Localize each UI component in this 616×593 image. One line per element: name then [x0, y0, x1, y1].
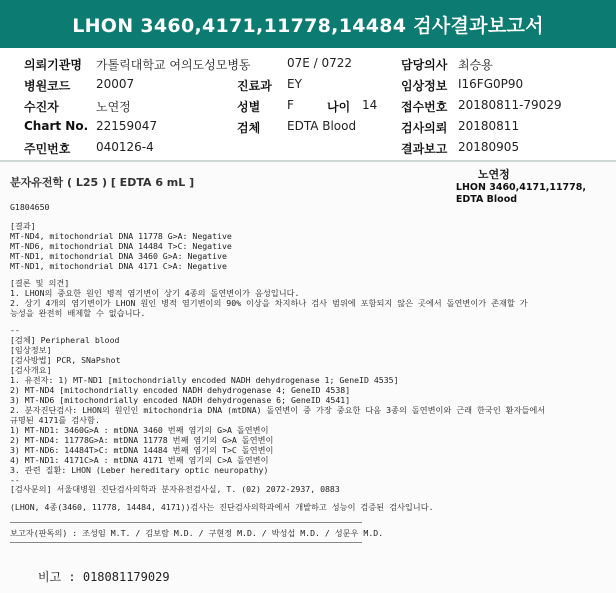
divider [10, 542, 362, 543]
patient-specimen: EDTA Blood [455, 194, 518, 205]
opinion-line: 1. LHON의 중요한 원인 병적 염기변이 상기 4종의 돌연변이가 음성입니다. [10, 288, 300, 298]
info-label: 담당의사 [401, 58, 448, 72]
report-title: LHON 3460,4171,11778,14484 검사결과보고서 [72, 14, 544, 37]
result-line: MT-ND1, mitochondrial DNA 4171 C>A: Negative [10, 261, 227, 271]
summary-line: 2. 분자진단검사: LHON의 원인인 mitochondria DNA (mtDNA) 돌연변이 중 가장 중요한 다음 3종의 돌연변이와 근래 한국인 환자들에서 [10, 405, 546, 415]
info-value: 노연정 [96, 100, 131, 114]
result-line: MT-ND1, mitochondrial DNA 3460 G>A: Negative [10, 251, 227, 261]
info-value: 20180811 [458, 119, 520, 133]
summary-line: 3) MT-ND6: 14484T>C: mtDNA 14484 번째 염기의 T>C 돌연변이 [10, 445, 274, 455]
info-value: EDTA Blood [287, 119, 357, 133]
info-label: 검체 [237, 121, 261, 135]
opinion-line: 2. 상기 4개의 염기변이가 LHON 원인 병적 염기변이의 90% 이상을 차지하나 검사 범위에 포함되지 않은 곳에서 돌연변이가 존재할 가 [10, 298, 528, 308]
age-value: 14 [362, 98, 378, 112]
result-line: MT-ND4, mitochondrial DNA 11778 G>A: Negative [10, 231, 232, 241]
info-row [0, 56, 616, 76]
lhon-note: (LHON, 4종(3460, 11778, 14484, 4171))검사는 진단검사의학과에서 개발하고 성능이 검증된 검사입니다. [10, 502, 434, 512]
age-label: 나이 [327, 100, 351, 114]
info-row [0, 77, 616, 97]
inquiry-line: [검사문의] 서울대병원 진단검사의학과 분자유전검사실, T. (02) 2072-2937, 0883 [10, 484, 340, 494]
info-label: 검사의뢰 [401, 121, 448, 135]
info-value: 22159047 [96, 119, 158, 133]
clinical-header: [임상정보] [10, 345, 52, 355]
note-line: 비고 : 018081179029 [38, 570, 170, 584]
info-value: I16FG0P90 [458, 77, 524, 91]
summary-line: 규명된 4171를 검사함. [10, 415, 100, 425]
section-title: 분자유전학 ( L25 ) [ EDTA 6 mL ] [10, 176, 195, 189]
info-label: 의뢰기관명 [24, 58, 82, 72]
info-label: 수진자 [24, 100, 59, 114]
results-header: [결과] [10, 221, 36, 231]
info-value: EY [287, 77, 302, 91]
info-row [0, 140, 616, 160]
divider [10, 522, 362, 523]
dash-separator: -- [10, 325, 20, 335]
info-value: 20007 [96, 77, 135, 91]
patient-stamp [456, 166, 586, 206]
info-value: 20180811-79029 [458, 98, 562, 112]
summary-line: 2) MT-ND4: 11778G>A: mtDNA 11778 번째 염기의 G>A 돌연변이 [10, 435, 274, 445]
opinion-header: [결론 및 의견] [10, 278, 70, 288]
result-line: MT-ND6, mitochondrial DNA 14484 T>C: Negative [10, 241, 232, 251]
info-row [0, 119, 616, 139]
info-label: 주민번호 [24, 142, 71, 156]
info-value: 07E / 0722 [287, 56, 353, 70]
info-value: 040126-4 [96, 140, 154, 154]
summary-header: [검사개요] [10, 365, 52, 375]
info-label: 접수번호 [401, 100, 448, 114]
summary-line: 1) MT-ND1: 3460G>A : mtDNA 3460 번째 염기의 G>A 돌연변이 [10, 425, 269, 435]
patient-name: 노연정 [477, 168, 510, 181]
dash-separator: -- [10, 475, 20, 485]
opinion-line: 능성을 완전히 배제할 수 없습니다. [10, 308, 146, 318]
info-value: F [287, 98, 294, 112]
info-label: Chart No. [24, 119, 89, 133]
info-label: 임상정보 [401, 79, 448, 93]
reporters-line: 보고자(판독의) : 조성임 M.T. / 김보람 M.D. / 구현정 M.D. / 박성섭 M.D. / 성문우 M.D. [10, 528, 384, 538]
report-scan [0, 162, 616, 593]
info-value: 가톨릭대학교 여의도성모병동 [96, 58, 251, 72]
summary-line: 3. 관련 질환: LHON (Leber hereditary optic neuropathy) [10, 465, 269, 475]
method-line: [검사방법] PCR, SNaPshot [10, 355, 121, 365]
summary-line: 4) MT-ND1: 4171C>A : mtDNA 4171 번째 염기의 C>A 돌연변이 [10, 455, 269, 465]
specimen-code: G1804650 [10, 202, 50, 212]
patient-info-table [0, 48, 616, 162]
info-value: 20180905 [458, 140, 520, 154]
info-label: 결과보고 [401, 142, 448, 156]
patient-test: LHON 3460,4171,11778, [455, 182, 586, 193]
info-value: 최승용 [458, 58, 493, 72]
info-label: 성별 [237, 100, 261, 114]
info-label: 진료과 [237, 79, 272, 93]
report-title-bar [0, 0, 616, 48]
specimen-line: [검체] Peripheral blood [10, 335, 120, 345]
info-label: 병원코드 [24, 79, 71, 93]
summary-line: 1. 유전자: 1) MT-ND1 [mitochondrially encoded NADH dehydrogenase 1; GeneID 4535] [10, 375, 399, 385]
info-row [0, 98, 616, 118]
summary-line: 3) MT-ND6 [mitochondrially encoded NADH dehydrogenase 6; GeneID 4541] [10, 395, 351, 405]
summary-line: 2) MT-ND4 [mitochondrially encoded NADH dehydrogenase 4; GeneID 4538] [10, 385, 351, 395]
